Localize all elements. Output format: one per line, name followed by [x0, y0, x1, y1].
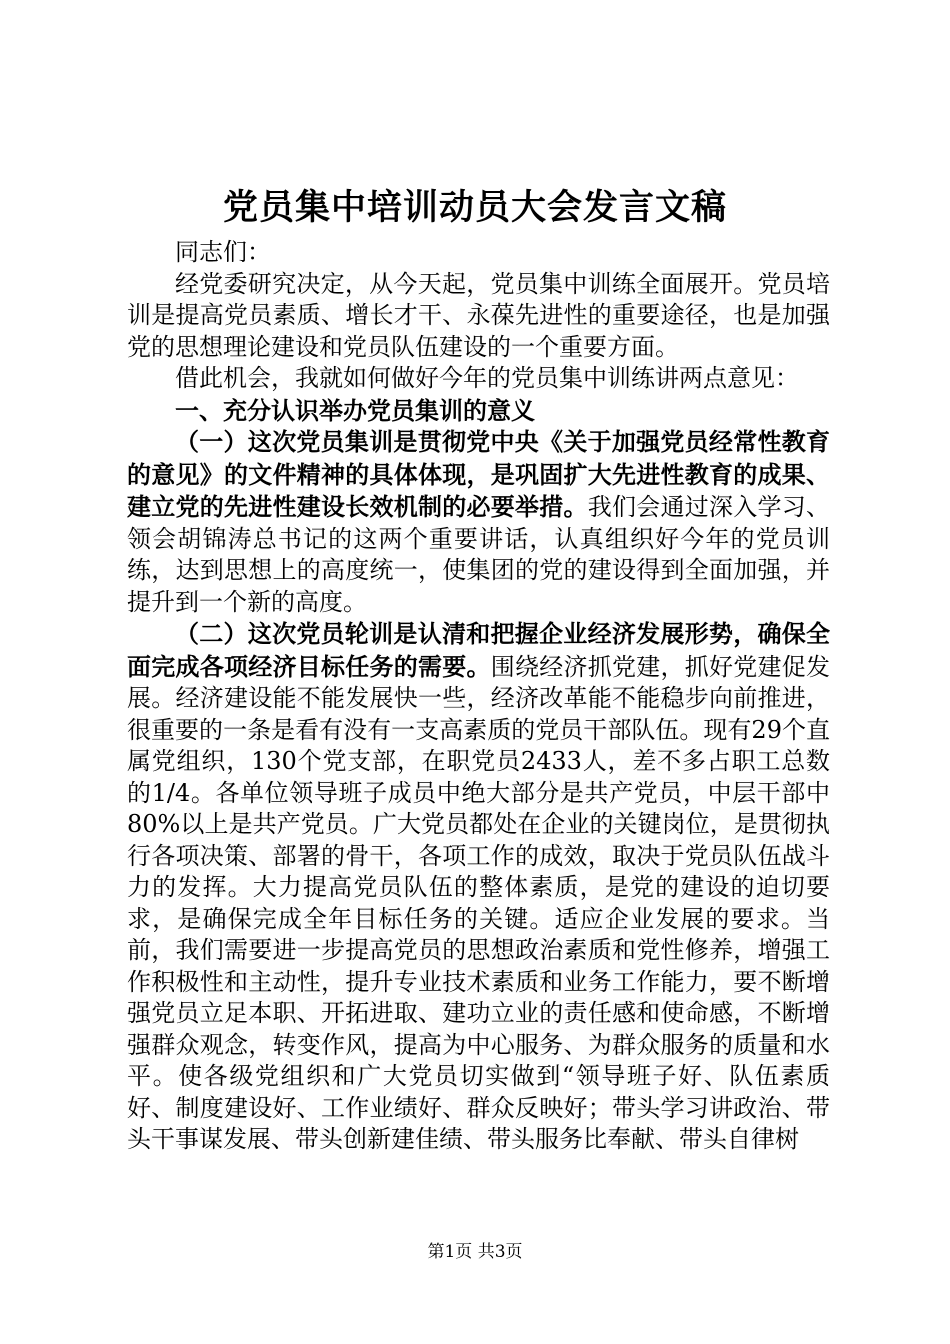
point-2-body: 围绕经济抓党建，抓好党建促发展。经济建设能不能发展快一些，经济改革能不能稳步向前推进，很重要的一条是看有没有一支高素质的党员干部队伍。现有29个直属党组织，130个党支部，在职党员2433人，差不多占职工总数的1/4。各单位领导班子成员中绝大部分是共产党员，中层干部中80%以上是共产党员。广大党员都处在企业的关键岗位，是贯彻执行各项决策、部署的骨干，各项工作的成效，取决于党员队伍战斗力的发挥。大力提高党员队伍的整体素质，是党的建设的迫切要求，是确保完成全年目标任务的关键。适应企业发展的要求。当前，我们需要进一步提高党员的思想政治素质和党性修养，增强工作积极性和主动性，提升专业技术素质和业务工作能力，要不断增强党员立足本职、开拓进取、建功立业的责任感和使命感，不断增强群众观念，转变作风，提高为中心服务、为群众服务的质量和水平。使各级党组织和广大党员切实做到“领导班子好、队伍素质好、制度建设好、工作业绩好、群众反映好；带头学习讲政治、带头干事谋发展、带头创新建佳绩、带头服务比奉献、带头自律树: [127, 652, 830, 1153]
paragraph-opinions: 借此机会，我就如何做好今年的党员集中训练讲两点意见：: [175, 364, 799, 392]
point-1-paragraph: [127, 426, 830, 618]
point-2-paragraph: [127, 618, 830, 1156]
document-body: [127, 237, 830, 1156]
page-footer: 第1页 共3页: [427, 1242, 523, 1262]
point-2-lead: （二）这次党员轮训是认清和把握企业经济发展形势，确保全面完成各项经济目标任务的需要。: [127, 619, 830, 681]
point-1-body: 我们会通过深入学习、领会胡锦涛总书记的这两个重要讲话，认真组织好今年的党员训练，达到思想上的高度统一，使集团的党的建设得到全面加强，并提升到一个新的高度。: [127, 493, 830, 616]
section-heading-1: 一、充分认识举办党员集训的意义: [175, 395, 535, 425]
paragraph-intro: 经党委研究决定，从今天起，党员集中训练全面展开。党员培训是提高党员素质、增长才干、永葆先进性的重要途径，也是加强党的思想理论建设和党员队伍建设的一个重要方面。: [127, 269, 830, 361]
salutation: 同志们：: [175, 238, 271, 266]
document-title: 党员集中培训动员大会发言文稿: [222, 187, 727, 228]
point-1-lead: （一）这次党员集训是贯彻党中央《关于加强党员经常性教育的意见》的文件精神的具体体现，是巩固扩大先进性教育的成果、建立党的先进性建设长效机制的必要举措。: [127, 427, 830, 521]
